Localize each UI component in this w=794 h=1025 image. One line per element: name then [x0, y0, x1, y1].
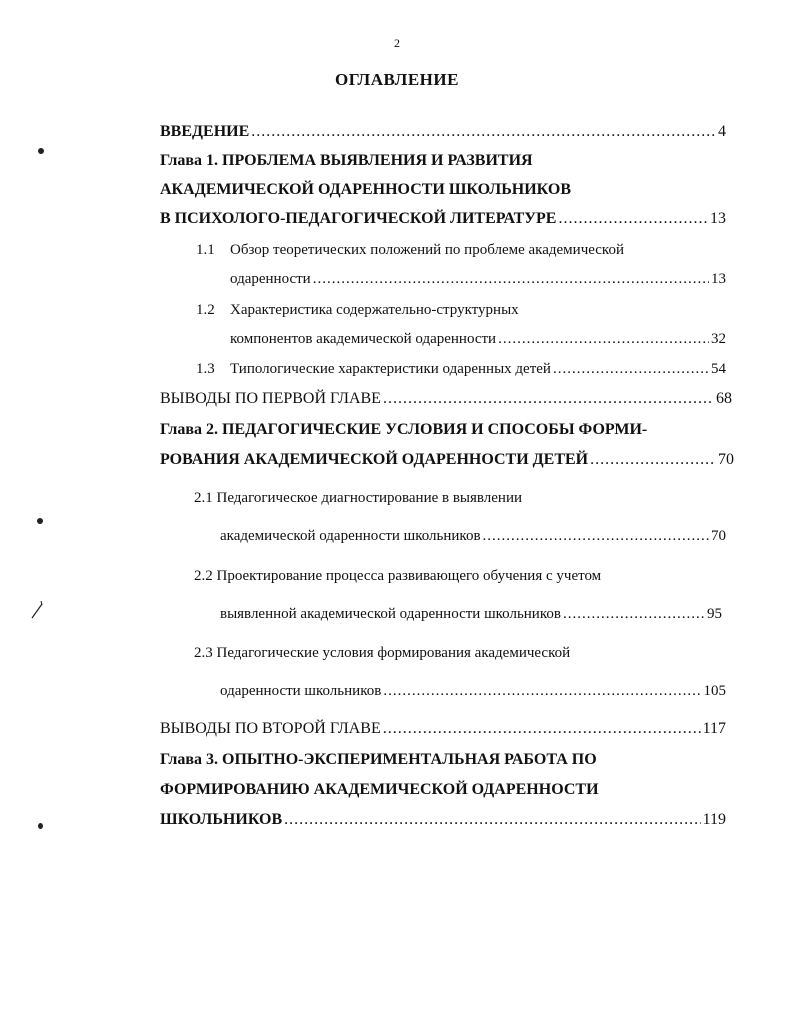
dot-leader [563, 604, 705, 624]
page-number: 2 [394, 36, 400, 50]
toc-heading: ОГЛАВЛЕНИЕ [335, 70, 459, 89]
section-2-2-title-line1: 2.2 Проектирование процесса развивающего обучения с учетом [194, 568, 602, 584]
section-2-3-title-line2: одаренности школьников [220, 683, 382, 699]
binder-hole-mark [37, 518, 43, 524]
chapter3-title-line1: Глава 3. ОПЫТНО-ЭКСПЕРИМЕНТАЛЬНАЯ РАБОТА ПО [160, 751, 597, 768]
conclusions1-label: ВЫВОДЫ ПО ПЕРВОЙ ГЛАВЕ [160, 390, 381, 407]
dot-leader [383, 389, 714, 409]
section-1-2-title-line2: компонентов академической одаренности [230, 331, 497, 347]
toc-entry-section-2-3[interactable] [220, 681, 726, 701]
toc-entry-chapter2[interactable] [160, 450, 734, 470]
section-number: 1.1 [196, 242, 215, 258]
dot-leader [590, 450, 716, 470]
toc-page-number: 13 [711, 271, 726, 287]
toc-page-number: 105 [703, 683, 726, 699]
section-1-1-title-line1: Обзор теоретических положений по проблеме академической [230, 242, 624, 258]
toc-page-number: 4 [718, 123, 726, 140]
binder-hole-mark [38, 823, 43, 829]
chapter3-title-line2: ФОРМИРОВАНИЮ АКАДЕМИЧЕСКОЙ ОДАРЕННОСТИ [160, 781, 599, 798]
toc-entry-chapter1[interactable] [160, 209, 726, 229]
dot-leader [284, 810, 700, 830]
section-number: 1.3 [196, 361, 215, 377]
toc-page-number: 119 [702, 811, 726, 828]
chapter1-title-line1: Глава 1. ПРОБЛЕМА ВЫЯВЛЕНИЯ И РАЗВИТИЯ [160, 152, 533, 169]
toc-page-number: 13 [710, 210, 726, 227]
dot-leader [558, 209, 708, 229]
dot-leader [383, 719, 701, 739]
toc-entry-conclusions2[interactable] [160, 719, 726, 739]
toc-page-number: 54 [711, 361, 726, 377]
dot-leader [553, 359, 709, 379]
dot-leader [313, 269, 709, 289]
chapter1-title-line2: АКАДЕМИЧЕСКОЙ ОДАРЕННОСТИ ШКОЛЬНИКОВ [160, 181, 571, 198]
dot-leader [498, 329, 709, 349]
toc-entry-section-2-1[interactable] [220, 526, 726, 546]
chapter1-title-line3: В ПСИХОЛОГО-ПЕДАГОГИЧЕСКОЙ ЛИТЕРАТУРЕ [160, 210, 557, 227]
toc-entry-intro[interactable] [160, 122, 726, 142]
chapter2-title-line2: РОВАНИЯ АКАДЕМИЧЕСКОЙ ОДАРЕННОСТИ ДЕТЕЙ [160, 451, 589, 468]
conclusions2-label: ВЫВОДЫ ПО ВТОРОЙ ГЛАВЕ [160, 720, 381, 737]
toc-page-number: 70 [718, 451, 734, 468]
toc-page-number: 95 [707, 606, 722, 622]
section-number: 1.2 [196, 302, 215, 318]
section-2-1-title-line1: 2.1 Педагогическое диагностирование в выявлении [194, 490, 523, 506]
section-2-3-title-line1: 2.3 Педагогические условия формирования академической [194, 645, 571, 661]
toc-entry-section-2-2[interactable] [220, 604, 722, 624]
toc-entry-section-1-2[interactable] [230, 329, 726, 349]
dot-leader [383, 681, 701, 701]
toc-page-number: 32 [711, 331, 726, 347]
toc-page-number: 70 [711, 528, 726, 544]
section-2-2-title-line2: выявленной академической одаренности школьников [220, 606, 561, 622]
toc-entry-conclusions1[interactable] [160, 389, 732, 409]
chapter2-title-line1: Глава 2. ПЕДАГОГИЧЕСКИЕ УСЛОВИЯ И СПОСОБЫ ФОРМИ- [160, 421, 648, 438]
section-1-3-title: Типологические характеристики одаренных детей [230, 361, 551, 377]
toc-page-number: 68 [716, 390, 732, 407]
toc-page-number: 117 [702, 720, 726, 737]
scan-stroke-mark [30, 598, 44, 620]
binder-hole-mark [38, 148, 44, 154]
section-1-1-title-line2: одаренности [230, 271, 311, 287]
chapter3-title-line3: ШКОЛЬНИКОВ [160, 811, 283, 828]
toc-entry-section-1-3[interactable] [230, 359, 726, 379]
toc-entry-chapter3[interactable] [160, 810, 726, 830]
toc-entry-section-1-1[interactable] [230, 269, 726, 289]
section-1-2-title-line1: Характеристика содержательно-структурных [230, 302, 519, 318]
dot-leader [483, 526, 709, 546]
dot-leader [251, 122, 716, 142]
section-2-1-title-line2: академической одаренности школьников [220, 528, 481, 544]
toc-entry-label: ВВЕДЕНИЕ [160, 123, 250, 140]
